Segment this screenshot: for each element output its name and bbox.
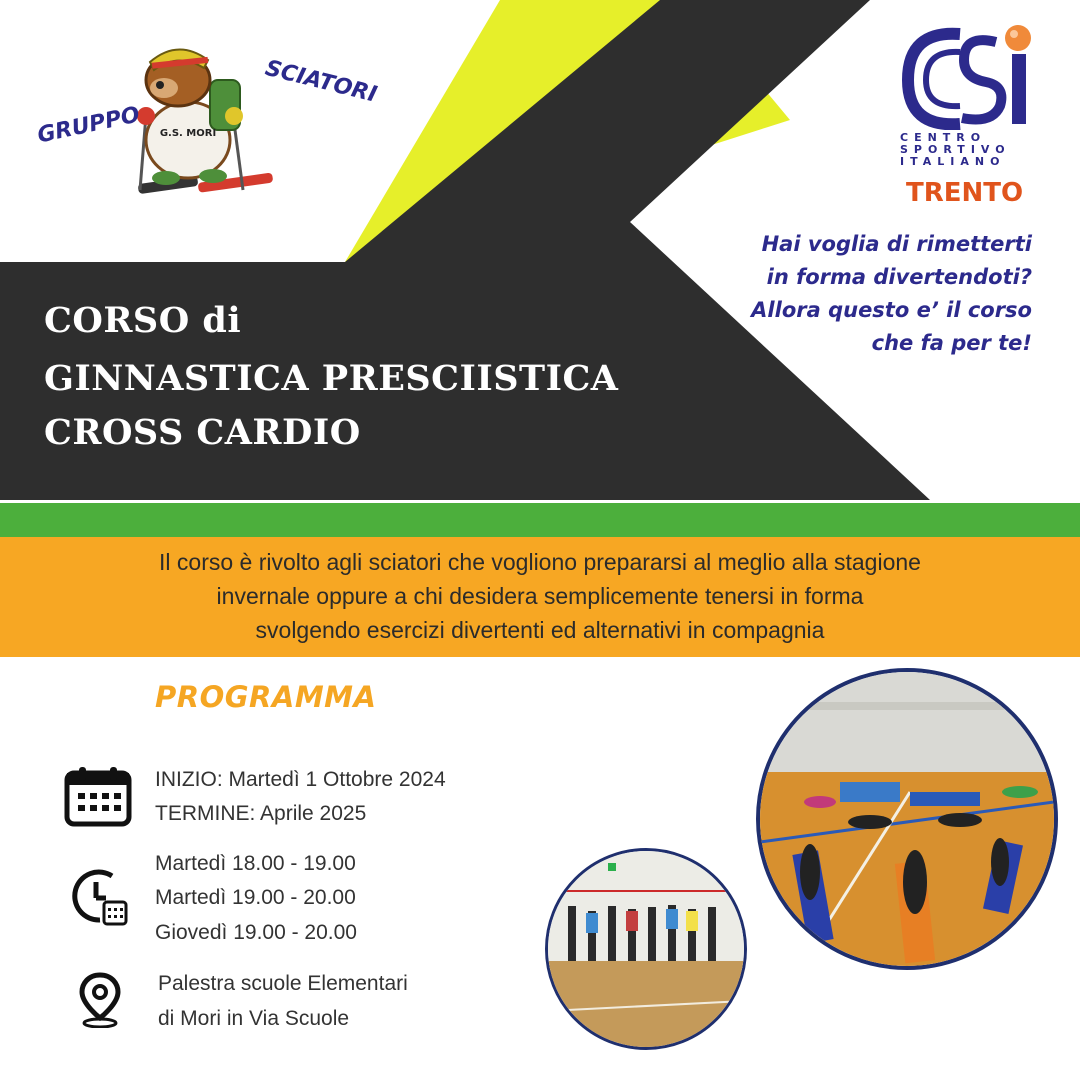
program-start: INIZIO: Martedì 1 Ottobre 2024 (155, 768, 446, 791)
location-line1: Palestra scuole Elementari (158, 972, 408, 995)
info-line3: svolgendo esercizi divertenti ed alternativi in compagnia (255, 617, 825, 643)
csi-line2: SPORTIVO (900, 143, 1011, 156)
csi-city: TRENTO (906, 178, 1024, 208)
info-band (0, 537, 1080, 657)
schedule-slot-3: Giovedì 19.00 - 20.00 (155, 921, 357, 944)
schedule-slot-1: Martedì 18.00 - 19.00 (155, 852, 356, 875)
clock-icon (72, 868, 130, 928)
schedule-slot-2: Martedì 19.00 - 20.00 (155, 886, 356, 909)
csi-line3: ITALIANO (900, 155, 1006, 168)
gs-word-sciatori: SCIATORI (262, 55, 380, 108)
calendar-icon (64, 765, 132, 827)
title-line2: GINNASTICA PRESCIISTICA (44, 358, 619, 399)
program-end: TERMINE: Aprile 2025 (155, 802, 367, 825)
green-band (0, 503, 1080, 537)
tagline-line3: Allora questo e’ il corso (751, 298, 1032, 322)
photo-gym-running-group (545, 848, 747, 1050)
info-line2: invernale oppure a chi desidera semplicemente tenersi in forma (216, 583, 864, 609)
location-pin-icon (78, 972, 122, 1028)
tagline-line1: Hai voglia di rimetterti (761, 232, 1032, 256)
info-line1: Il corso è rivolto agli sciatori che vogliono prepararsi al meglio alla stagione (159, 549, 921, 575)
gs-word-gruppo: GRUPPO (35, 102, 143, 149)
csi-trento-logo (900, 20, 1040, 208)
title-line1: CORSO di (44, 300, 242, 341)
gs-badge-line1: G.S. MORI (159, 128, 217, 139)
gruppo-sciatori-logo (28, 30, 408, 210)
photo-gym-floor-exercises (756, 668, 1058, 970)
csi-line1: CENTRO (900, 131, 987, 144)
csi-mark (900, 20, 1040, 130)
program-heading: PROGRAMMA (155, 680, 377, 714)
tagline-line4: che fa per te! (871, 331, 1032, 355)
tagline-line2: in forma divertendoti? (766, 265, 1032, 289)
title-line3: CROSS CARDIO (44, 412, 361, 453)
photo-gym-floor-art (760, 672, 1054, 966)
location-line2: di Mori in Via Scuole (158, 1007, 350, 1030)
photo-running-art (548, 851, 744, 1047)
